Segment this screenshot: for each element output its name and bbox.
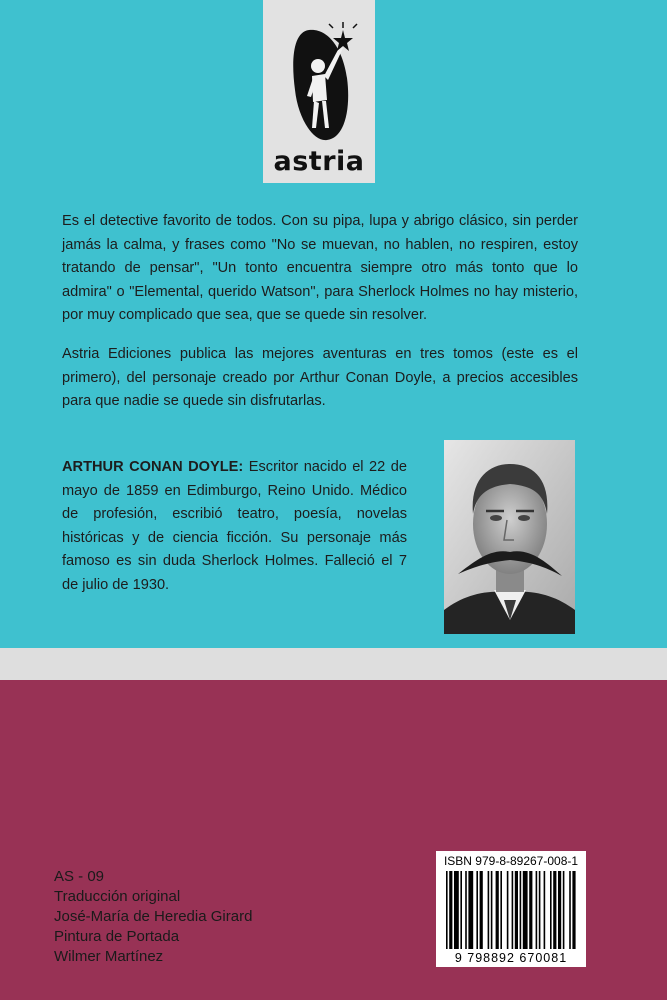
blurb-paragraph-1: Es el detective favorito de todos. Con su pipa, lupa y abrigo clásico, sin perder jamás la calma, y frases como "No se muevan, no hablen, no respiren, estoy tratando de pensar", "Un tonto encuentra siempre otro más tonto que lo admira" o "Elemental, querido Watson", para Sherlock Holmes no hay misterio, por muy complicado que sea, que se quede sin resolver. [62,213,578,323]
isbn-label: ISBN 979-8-89267-008-1 [443,854,579,868]
barcode-bar [544,871,546,949]
author-bio-text: Escritor nacido el 22 de mayo de 1859 en Edimburgo, Reino Unido. Médico de profesión, escribió teatro, poesía, novelas históricas y de ciencia ficción. Su personaje más famoso es sin duda Sherlock Holmes. Falleció el 7 de julio de 1930. [62,459,407,593]
barcode-bar [480,871,483,949]
translator-name: José-María de Heredia Girard [54,908,253,925]
barcode-bar [496,871,499,949]
translation-label: Traducción original [54,888,181,905]
barcode-bar [454,871,459,949]
barcode-bar [539,871,541,949]
barcode-bar [523,871,528,949]
barcode-bar [520,871,522,949]
barcode-bar [550,871,552,949]
divider-band [0,648,667,680]
barcode-bar [529,871,532,949]
barcode-bar [536,871,538,949]
barcode-bar [569,871,571,949]
publisher-name: astria [273,146,365,177]
isbn-barcode [436,851,586,967]
barcode-bar [512,871,514,949]
barcode-bar [572,871,575,949]
barcode-bar [488,871,490,949]
cover-label: Pintura de Portada [54,928,180,945]
barcode-bars [436,851,586,967]
credits-block [54,867,252,967]
catalog-code: AS - 09 [54,868,105,885]
cover-artist-name: Wilmer Martínez [54,948,164,965]
author-name-label: ARTHUR CONAN DOYLE: [62,459,244,475]
blurb-paragraph-2: Astria Ediciones publica las mejores aventuras en tres tomos (este es el primero), del personaje creado por Arthur Conan Doyle, a precios accesibles para que nadie se quede sin disfrutarlas. [62,346,578,409]
barcode-bar [500,871,502,949]
barcode-bar [476,871,478,949]
logo-figure-icon [263,0,375,146]
publisher-logo [263,0,375,183]
barcode-bar [446,871,448,949]
barcode-bar [563,871,565,949]
barcode-bar [465,871,467,949]
barcode-bar [507,871,509,949]
author-portrait [444,440,575,634]
barcode-bar [553,871,556,949]
barcode-bar [491,871,493,949]
author-bio [62,456,407,597]
barcode-bar [449,871,452,949]
barcode-bar [460,871,462,949]
barcode-bar [515,871,518,949]
barcode-bar [558,871,561,949]
isbn-digits: 9 798892 670081 [454,951,568,965]
barcode-bar [468,871,473,949]
